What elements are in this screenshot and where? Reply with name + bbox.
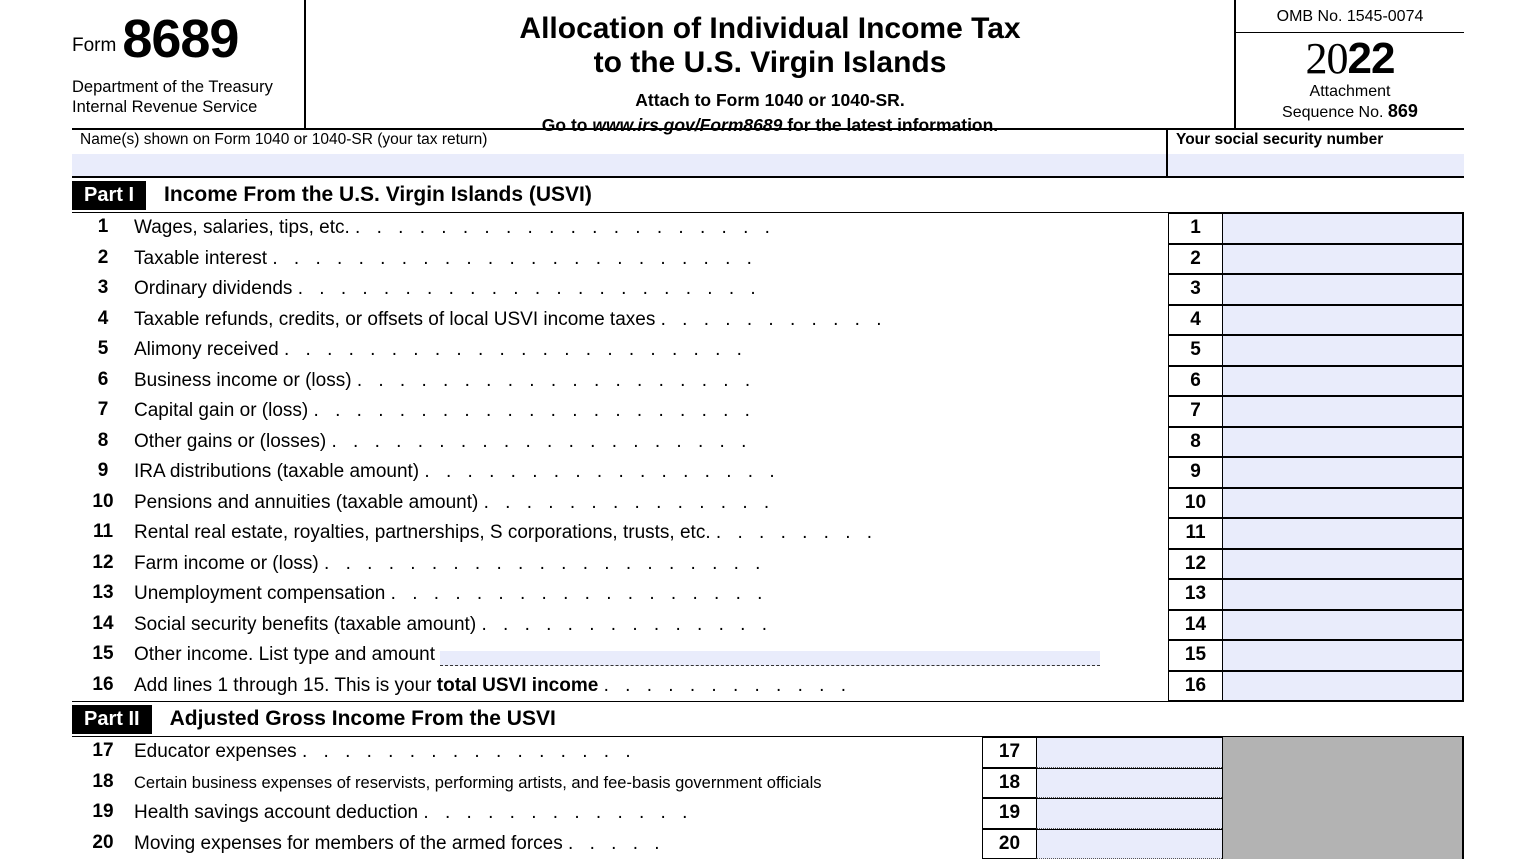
leader-dots-9: . . . . . . . . . . . . . . . . . [424,461,781,482]
line-box-number-1: 1 [1168,213,1222,244]
part-1-banner [72,178,1464,213]
attachment-block [1236,83,1464,123]
part-1-title: Income From the U.S. Virgin Islands (USVI) [164,183,592,206]
goto-prefix: Go to [541,114,593,135]
header-omb-block [1234,0,1464,128]
ssn-field-label: Your social security number [1176,131,1384,148]
form-word-label: Form [72,35,117,56]
line-box-number-19: 19 [982,798,1036,829]
line-number-19: 19 [92,801,114,822]
line-box-number-15: 15 [1168,640,1222,671]
line-label-11 [134,518,1168,549]
line-box-number-18: 18 [982,768,1036,799]
other-income-writein-input[interactable] [440,651,1100,666]
line-text-2: Taxable interest [134,247,268,269]
amount-input-19[interactable] [1036,798,1222,829]
line-number-5: 5 [97,338,109,359]
line-number-9: 9 [97,460,109,481]
amount-input-6[interactable] [1222,366,1464,397]
line-row-13 [72,579,1464,610]
line-row-12 [72,549,1464,580]
leader-dots-10: . . . . . . . . . . . . . . [483,491,775,513]
line-number-12: 12 [92,551,114,573]
line-number-17: 17 [92,740,114,761]
line-box-number-16: 16 [1168,671,1222,702]
line-row-17 [72,737,1464,768]
attach-instruction: Attach to Form 1040 or 1040-SR. [635,90,905,111]
line-row-4 [72,305,1464,336]
line-row-5 [72,335,1464,366]
department-block [72,78,304,118]
line-number-2: 2 [97,246,109,268]
name-input[interactable] [72,154,1166,176]
amount-input-18[interactable] [1036,768,1222,799]
line-number-6: 6 [97,368,109,390]
attachment-label: Attachment [1309,83,1391,100]
leader-dots-4: . . . . . . . . . . . [660,308,887,330]
line-label-12 [134,549,1168,580]
leader-dots-20: . . . . . [568,832,666,854]
tax-year-prefix: 20 [1305,34,1348,83]
amount-input-4[interactable] [1222,305,1464,336]
line-text-6: Business income or (loss) [134,369,352,391]
line-label-10 [134,488,1168,519]
name-field-label: Name(s) shown on Form 1040 or 1040-SR (your tax return) [80,131,488,148]
line-number-7: 7 [97,399,109,420]
line-text-4: Taxable refunds, credits, or offsets of local USVI income taxes [134,308,656,330]
amount-input-8[interactable] [1222,427,1464,458]
line-label-5 [134,335,1168,366]
line-number-18: 18 [92,770,114,792]
amount-input-7[interactable] [1222,396,1464,427]
amount-input-20[interactable] [1036,829,1222,860]
line-row-19 [72,798,1464,829]
amount-input-17[interactable] [1036,737,1222,768]
amount-input-2[interactable] [1222,244,1464,275]
leader-dots-2: . . . . . . . . . . . . . . . . . . . . . . . [272,247,758,269]
part-2-lines [72,737,1464,859]
line-number-13: 13 [92,582,114,603]
line-text-18: Certain business expenses of reservists, performing artists, and fee-basis government officials [134,773,822,792]
line-number-16: 16 [92,673,114,695]
line-row-7 [72,396,1464,427]
line-label-9 [134,457,1168,488]
line-label-8 [134,427,1168,458]
line-row-20 [72,829,1464,860]
form-title-line-2: to the U.S. Virgin Islands [593,45,947,79]
leader-dots-16: . . . . . . . . . . . . [603,674,852,696]
line-text-20: Moving expenses for members of the armed forces [134,832,563,854]
line-label-6 [134,366,1168,397]
line-text-11: Rental real estate, royalties, partnerships, S corporations, trusts, etc. [134,522,711,543]
amount-input-10[interactable] [1222,488,1464,519]
line-text-7: Capital gain or (loss) [134,400,309,421]
part-1-tag: Part I [72,181,146,210]
line-number-20: 20 [92,831,114,853]
line-number-10: 10 [92,490,114,512]
line-box-number-5: 5 [1168,335,1222,366]
line-text-9: IRA distributions (taxable amount) [134,461,420,482]
amount-input-12[interactable] [1222,549,1464,580]
amount-input-14[interactable] [1222,610,1464,641]
line-row-11 [72,518,1464,549]
line-label-14 [134,610,1168,641]
line-number-3: 3 [97,277,109,298]
line-row-6 [72,366,1464,397]
line-box-number-10: 10 [1168,488,1222,519]
shaded-cell-18 [1222,768,1464,799]
amount-input-13[interactable] [1222,579,1464,610]
line-text-3: Ordinary dividends [134,278,293,299]
line-label-15 [134,640,1168,671]
line-text-19: Health savings account deduction [134,802,419,823]
line-row-3 [72,274,1464,305]
line-box-number-20: 20 [982,829,1036,860]
form-number-block [72,9,304,69]
line-box-number-14: 14 [1168,610,1222,641]
part-2-tag: Part II [72,705,152,734]
line-label-2 [134,244,1168,275]
shaded-cell-19 [1222,798,1464,829]
line-box-number-7: 7 [1168,396,1222,427]
leader-dots-17: . . . . . . . . . . . . . . . . [301,741,637,762]
line-label-4 [134,305,1168,336]
line-label-7 [134,396,1168,427]
line-row-10 [72,488,1464,519]
line-box-number-4: 4 [1168,305,1222,336]
line-row-16 [72,671,1464,702]
header-form-identity [72,0,306,128]
amount-input-15[interactable] [1222,640,1464,671]
amount-input-9[interactable] [1222,457,1464,488]
line-text-15: Other income. List type and amount [134,644,435,665]
line-number-11: 11 [92,521,114,542]
line-text-1: Wages, salaries, tips, etc. [134,217,350,238]
line-box-number-11: 11 [1168,518,1222,549]
line-row-14 [72,610,1464,641]
line-number-8: 8 [97,429,109,451]
leader-dots-5: . . . . . . . . . . . . . . . . . . . . . . [283,339,748,360]
goto-suffix: for the latest information. [782,114,999,135]
line-row-9 [72,457,1464,488]
line-box-number-9: 9 [1168,457,1222,488]
line-text-8: Other gains or (losses) [134,430,327,452]
line-label-16 [134,671,1168,702]
header-title-block [306,0,1234,135]
taxpayer-identification-row [72,130,1464,178]
line-label-3 [134,274,1168,305]
leader-dots-19: . . . . . . . . . . . . . [423,802,693,823]
line-row-18 [72,768,1464,799]
leader-dots-7: . . . . . . . . . . . . . . . . . . . . . [313,400,756,421]
line-text-16-prefix: Add lines 1 through 15. This is your [134,674,437,696]
form-header [72,0,1464,135]
goto-url[interactable]: www.irs.gov/Form8689 [592,114,783,135]
ssn-field-cell[interactable] [1168,130,1464,176]
line-box-number-2: 2 [1168,244,1222,275]
line-box-number-17: 17 [982,737,1036,768]
leader-dots-12: . . . . . . . . . . . . . . . . . . . . . [324,552,766,574]
line-number-15: 15 [92,643,114,664]
leader-dots-6: . . . . . . . . . . . . . . . . . . . [356,369,756,391]
line-number-1: 1 [97,216,109,237]
line-row-15 [72,640,1464,671]
shaded-cell-17 [1222,737,1464,768]
tax-year [1236,33,1464,81]
leader-dots-8: . . . . . . . . . . . . . . . . . . . . [331,430,752,452]
line-box-number-6: 6 [1168,366,1222,397]
amount-input-11[interactable] [1222,518,1464,549]
line-label-19 [134,798,982,829]
leader-dots-13: . . . . . . . . . . . . . . . . . . [390,583,768,604]
line-label-17 [134,737,982,768]
form-title-line-1: Allocation of Individual Income Tax [519,12,1021,45]
line-number-4: 4 [97,307,109,329]
department-line-2: Internal Revenue Service [72,97,258,116]
omb-number: OMB No. 1545-0074 [1236,0,1464,33]
line-text-10: Pensions and annuities (taxable amount) [134,491,479,513]
tax-year-suffix: 22 [1347,34,1395,83]
part-1-lines [72,213,1464,701]
line-text-17: Educator expenses [134,741,297,762]
attachment-sequence-number: 869 [1387,101,1418,122]
line-label-20 [134,829,982,860]
amount-input-3[interactable] [1222,274,1464,305]
line-label-13 [134,579,1168,610]
line-row-8 [72,427,1464,458]
line-text-5: Alimony received [134,339,279,360]
leader-dots-14: . . . . . . . . . . . . . . [481,613,773,635]
attachment-sequence [1236,101,1464,122]
amount-input-5[interactable] [1222,335,1464,366]
part-2-banner [72,701,1464,737]
shaded-cell-20 [1222,829,1464,860]
line-box-number-8: 8 [1168,427,1222,458]
department-line-1: Department of the Treasury [72,78,273,96]
amount-input-1[interactable] [1222,213,1464,244]
line-text-14: Social security benefits (taxable amount) [134,613,477,635]
line-text-16-bold: total USVI income [436,674,599,696]
line-box-number-13: 13 [1168,579,1222,610]
line-number-14: 14 [92,612,114,634]
amount-input-16[interactable] [1222,671,1464,702]
line-box-number-12: 12 [1168,549,1222,580]
line-text-12: Farm income or (loss) [134,552,319,574]
name-field-cell[interactable] [72,130,1168,176]
line-label-18 [134,768,982,799]
leader-dots-11: . . . . . . . . [715,522,878,543]
part-2-title: Adjusted Gross Income From the USVI [169,707,556,730]
line-row-2 [72,244,1464,275]
leader-dots-3: . . . . . . . . . . . . . . . . . . . . . . [297,278,762,299]
line-row-1 [72,213,1464,244]
form-number: 8689 [122,9,239,69]
line-box-number-3: 3 [1168,274,1222,305]
line-text-13: Unemployment compensation [134,583,386,604]
leader-dots-1: . . . . . . . . . . . . . . . . . . . . [355,217,776,238]
ssn-input[interactable] [1168,154,1464,176]
attachment-sequence-label: Sequence No. [1282,104,1384,122]
line-label-1 [134,213,1168,244]
